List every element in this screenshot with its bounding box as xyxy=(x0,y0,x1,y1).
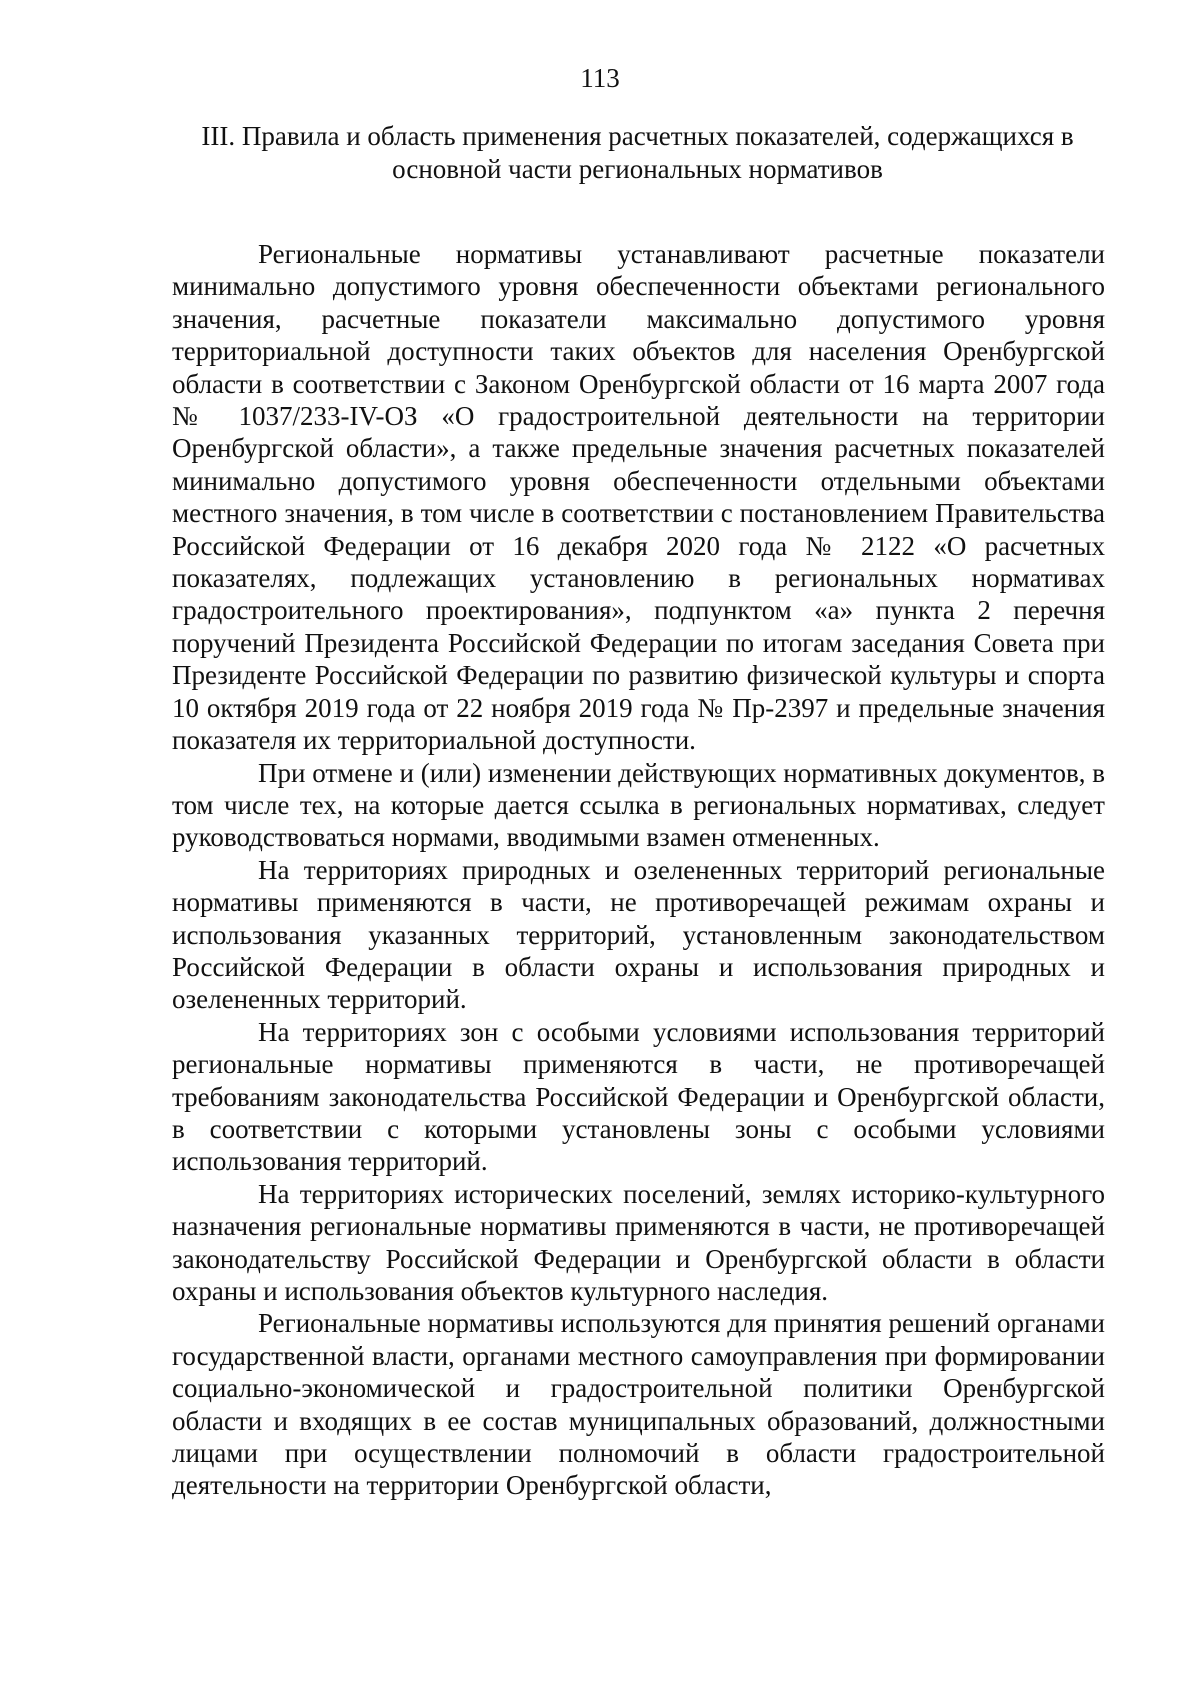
paragraph: При отмене и (или) изменении действующих нормативных документов, в том числе тех, на которые дается ссылка в региональных нормативах, следует руководствоваться нормами, вводимыми взамен отмененных. xyxy=(172,757,1105,853)
section-title: III. Правила и область применения расчетных показателей, содержащихся в основной части региональных нормативов xyxy=(201,121,1074,184)
page-number: 113 xyxy=(580,63,620,93)
paragraph: Региональные нормативы используются для принятия решений органами государственной власти, органами местного самоуправления при формировании социально-экономической и градостроительной политики Оренбургской области и входящих в ее состав муниципальных образований, должностными лицами при осуществлении полномочий в области градостроительной деятельности на территории Оренбургской области, xyxy=(172,1308,1105,1501)
paragraph: Региональные нормативы устанавливают расчетные показатели минимально допустимого уровня обеспеченности объектами регионального значения, расчетные показатели максимально допустимого уровня территориальной доступности таких объектов для населения Оренбургской области в соответствии с Законом Оренбургской области от 16 марта 2007 года № 1037/233-IV-ОЗ «О градостроительной деятельности на территории Оренбургской области», а также предельные значения расчетных показателей минимально допустимого уровня обеспеченности отдельными объектами местного значения, в том числе в соответствии с постановлением Правительства Российской Федерации от 16 декабря 2020 года № 2122 «О расчетных показателях, подлежащих установлению в региональных нормативах градостроительного проектирования», подпунктом «а» пункта 2 перечня поручений Президента Российской Федерации по итогам заседания Совета при Президенте Российской Федерации по развитию физической культуры и спорта 10 октября 2019 года от 22 ноября 2019 года № Пр-2397 и предельные значения показателя их территориальной доступности. xyxy=(172,239,1105,756)
paragraph: На территориях исторических поселений, землях историко-культурного назначения региональные нормативы применяются в части, не противоречащей законодательству Российской Федерации и Оренбургской области в области охраны и использования объектов культурного наследия. xyxy=(172,1178,1105,1306)
paragraph: На территориях природных и озелененных территорий региональные нормативы применяются в части, не противоречащей режимам охраны и использования указанных территорий, установленным законодательством Российской Федерации в области охраны и использования природных и озелененных территорий. xyxy=(172,854,1105,1015)
paragraph: На территориях зон с особыми условиями использования территорий региональные нормативы применяются в части, не противоречащей требованиям законодательства Российской Федерации и Оренбургской области, в соответствии с которыми установлены зоны с особыми условиями использования территорий. xyxy=(172,1016,1105,1177)
body-text xyxy=(172,238,1105,1502)
